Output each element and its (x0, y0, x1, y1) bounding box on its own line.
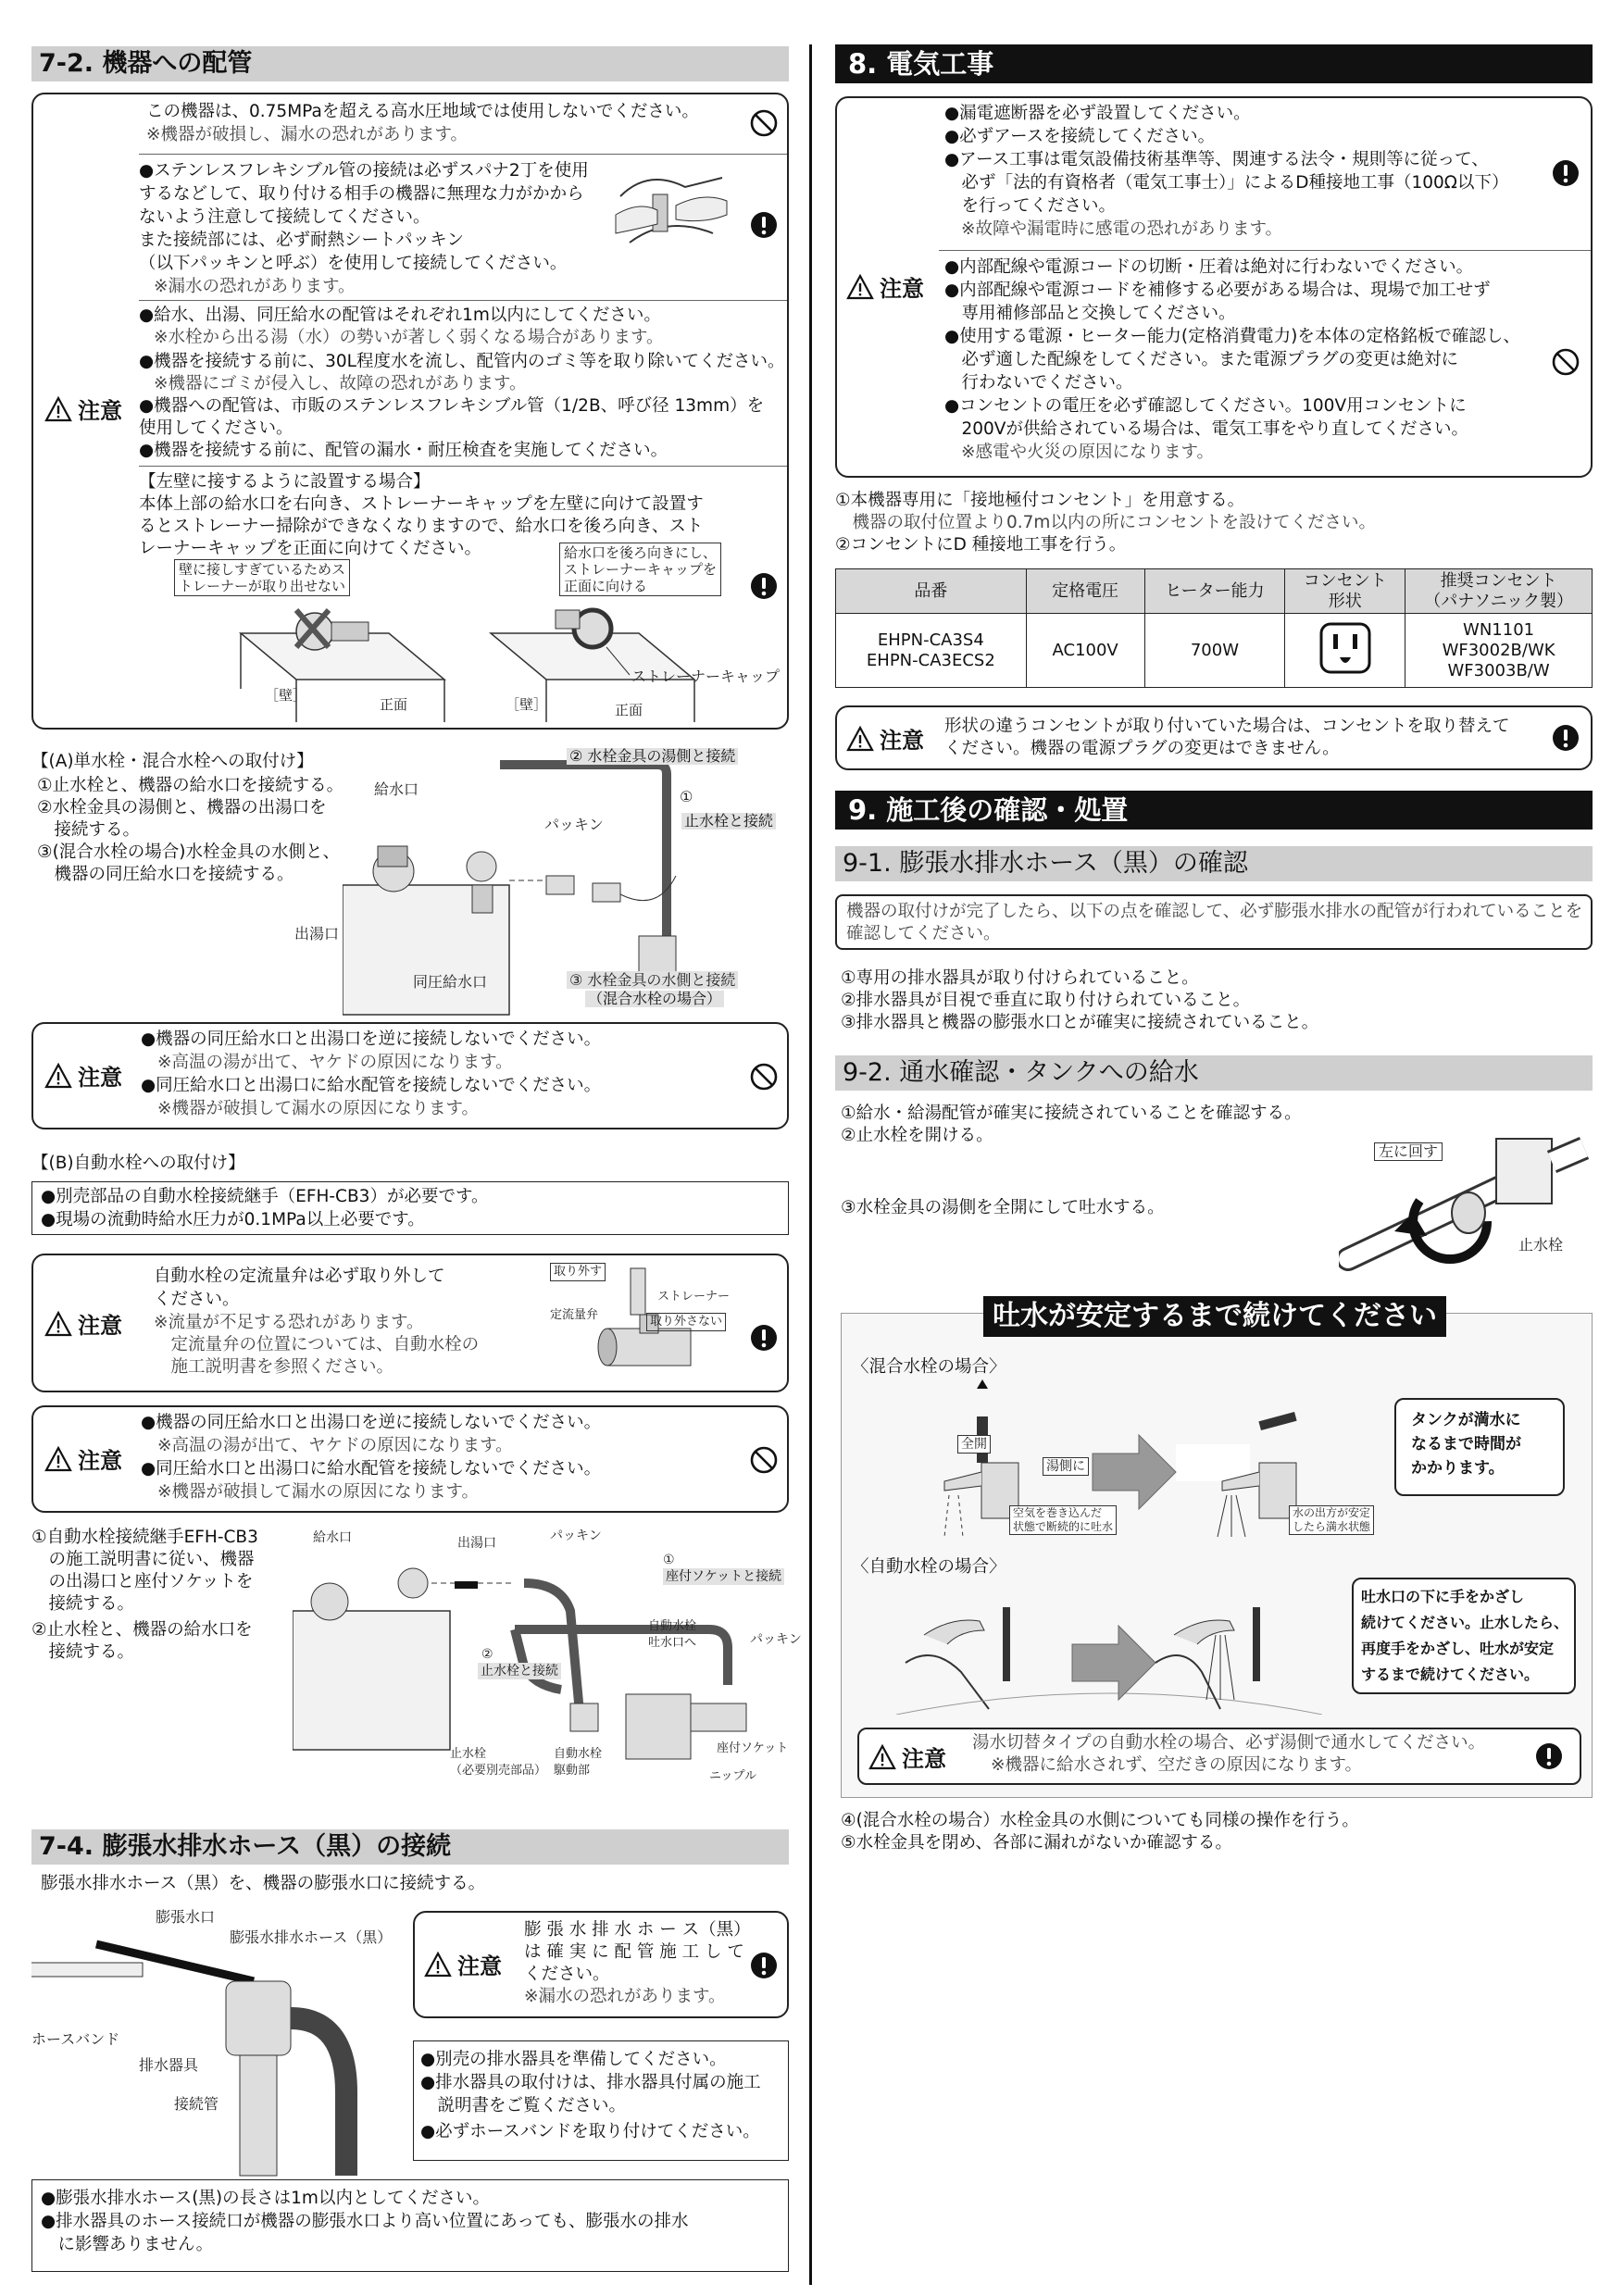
label: （混合水栓の場合） (585, 991, 724, 1007)
caution-line: ●機器を接続する前に、配管の漏水・耐圧検査を実施してください。 (139, 441, 668, 460)
caution-label: 注意 (846, 270, 924, 303)
caution-line: ください。機器の電源プラグの変更はできません。 (944, 739, 1340, 758)
label: 定流量弁 (550, 1308, 599, 1322)
label: ストレーナー (657, 1290, 731, 1304)
step: 機器の同圧給水口を接続する。 (37, 865, 294, 884)
mandatory-icon (748, 1322, 780, 1354)
step: ①自動水栓接続継手EFH-CB3 (31, 1528, 258, 1547)
intro: 膨張水排水ホース（黒）を、機器の膨張水口に接続する。 (41, 1874, 486, 1893)
label: （必要別売部品） (450, 1764, 547, 1778)
label: ホースバンド (31, 2030, 120, 2048)
caution-label: 注意 (44, 1307, 122, 1340)
caution-line: は 確 実 に 配 管 施 工 し て (524, 1942, 744, 1962)
label: 空気を巻き込んだ 状態で断続的に吐水 (1009, 1505, 1117, 1535)
caution-line: を行ってください。 (944, 196, 1117, 216)
wall-label: ［壁］ (265, 687, 307, 704)
table-header: 品番 (836, 569, 1027, 614)
column-divider (809, 44, 812, 2285)
caution-line: ●同圧給水口と出湯口に給水配管を接続しないでください。 (141, 1459, 602, 1479)
table-cell: 700W (1144, 614, 1285, 688)
caution-note: ※感電や火災の原因になります。 (961, 443, 1215, 462)
grounded-outlet-icon (1318, 620, 1373, 676)
caution-line: するなどして、取り付ける相手の機器に無理な力がかから (139, 184, 584, 204)
mixer-note: なるまで時間が (1411, 1435, 1521, 1454)
caution-note: ※漏水の恐れがあります。 (154, 277, 356, 296)
caution-line: ●アース工事は電気設備技術基準等、関連する法令・規則等に従って、 (944, 150, 1489, 169)
caution-line: この機器は、0.75MPaを超える高水圧地域では使用しないでください。 (146, 102, 699, 121)
caution-line: ●機器への配管は、市販のステンレスフレキシブル管（1/2B、呼び径 13mm）を (139, 396, 765, 416)
caution-line: また接続部には、必ず耐熱シートパッキン (139, 231, 464, 250)
front-label: 正面 (615, 702, 643, 718)
caution-note: 定流量弁の位置については、自動水栓の (154, 1335, 480, 1354)
step: ③水栓金具の湯側を全開にして吐水する。 (841, 1198, 1165, 1217)
note-line: ●排水器具のホース接続口が機器の膨張水口より高い位置にあっても、膨張水の排水 (41, 2212, 689, 2231)
auto-note: するまで続けてください。 (1361, 1666, 1540, 1683)
warning-triangle-icon (846, 725, 874, 753)
label: 排水器具 (139, 2056, 199, 2074)
label: 駆動部 (554, 1764, 591, 1778)
label: 座付ソケットと接続 (663, 1568, 784, 1585)
label: ニップル (709, 1769, 756, 1783)
label: 水の出方が安定 したら満水状態 (1289, 1505, 1374, 1535)
caution-line: ●ステンレスフレキシブル管の接続は必ずスパナ2丁を使用 (139, 161, 589, 181)
table-cell (1285, 614, 1405, 688)
label: 自動水栓 吐水口へ (648, 1619, 697, 1650)
info-line: 機器の取付けが完了したら、以下の点を確認して、必ず膨張水排水の配管が行われていることを (846, 902, 1583, 921)
requirement: ●現場の流動時給水圧力が0.1MPa以上必要です。 (41, 1210, 425, 1229)
front-label: 正面 (380, 696, 408, 713)
callout: 給水口を後ろ向きにし、 ストレーナーキャップを 正面に向ける (559, 543, 721, 596)
label: 出湯口 (457, 1536, 496, 1551)
step: 接続する。 (31, 1642, 135, 1662)
flush-banner: 吐水が安定するまで続けてください (983, 1296, 1446, 1337)
caution-line: ●必ずアースを接続してください。 (944, 127, 1216, 146)
label: ③ 水栓金具の水側と接続 (567, 972, 738, 989)
step: ⑤水栓金具を閉め、各部に漏れがないか確認する。 (841, 1833, 1232, 1853)
step: ②水栓金具の湯側と、機器の出湯口を (37, 798, 327, 817)
caution-line: 専用補修部品と交換してください。 (944, 304, 1236, 323)
prohibited-icon (748, 1444, 780, 1476)
label: ① (680, 788, 693, 805)
auto-note: 吐水口の下に手をかざし (1361, 1588, 1525, 1605)
step: ①止水栓と、機器の給水口を接続する。 (37, 776, 344, 795)
label: 同圧給水口 (413, 973, 488, 991)
caution-note: ※機器が破損し、漏水の恐れがあります。 (146, 125, 468, 144)
check-item: ①専用の排水器具が取り付けられていること。 (841, 968, 1199, 988)
caution-line: 形状の違うコンセントが取り付いていた場合は、コンセントを取り替えて (944, 717, 1510, 736)
caution-note: ※故障や漏電時に感電の恐れがあります。 (961, 219, 1283, 239)
label: 左に回す (1374, 1142, 1443, 1161)
warning-triangle-icon (44, 395, 72, 423)
step: ④(混合水栓の場合）水栓金具の水側についても同様の操作を行う。 (841, 1811, 1359, 1830)
note-line: ●排水器具の取付けは、排水器具付属の施工 (420, 2073, 761, 2092)
auto-note: 続けてください。止水したら、 (1361, 1614, 1569, 1631)
table-header: 推奨コンセント （パナソニック製） (1405, 569, 1593, 614)
warning-triangle-icon (424, 1951, 452, 1978)
table-cell: WN1101 WF3002B/WK WF3003B/W (1405, 614, 1593, 688)
table-header: ヒーター能力 (1144, 569, 1285, 614)
auto-title: 〈自動水栓の場合〉 (852, 1557, 1006, 1577)
caution-note: ※機器に給水されず、空だきの原因になります。 (991, 1755, 1363, 1775)
mixer-faucet-illustration (926, 1379, 1333, 1542)
caution-label: 注意 (44, 1442, 122, 1475)
step: ②止水栓を開ける。 (841, 1126, 993, 1145)
mandatory-icon (1550, 722, 1581, 754)
mixer-title: 〈混合水栓の場合〉 (852, 1357, 1006, 1377)
label: 給水口 (374, 780, 419, 798)
caution-note: ※漏水の恐れがあります。 (524, 1987, 726, 2006)
label: ① (663, 1553, 675, 1567)
step: ②止水栓と、機器の給水口を (31, 1620, 253, 1640)
caution-line: ●漏電遮断器を必ず設置してください。 (944, 104, 1251, 123)
label: 座付ソケット (717, 1741, 789, 1755)
subsection-b-title: 【(B)自動水栓への取付け】 (31, 1154, 245, 1173)
caution-line: レーナーキャップを正面に向けてください。 (139, 539, 482, 558)
caution-line: （以下パッキンと呼ぶ）を使用して接続してください。 (139, 254, 568, 273)
check-item: ②排水器具が目視で垂直に取り付けられていること。 (841, 991, 1251, 1010)
warning-triangle-icon (44, 1062, 72, 1090)
caution-line: ●給水、出湯、同圧給水の配管はそれぞれ1m以内にしてください。 (139, 306, 661, 325)
section-9-1-title: 9-1. 膨張水排水ホース（黒）の確認 (835, 846, 1593, 881)
label: 自動水栓 (554, 1747, 603, 1761)
table-cell: AC100V (1026, 614, 1144, 688)
instruction: ②コンセントにD 種接地工事を行う。 (835, 535, 1127, 555)
strainer-cap-label: ストレーナーキャップ (631, 668, 781, 685)
caution-line: 行わないでください。 (944, 373, 1133, 393)
check-item: ③排水器具と機器の膨張水口とが確実に接続されていること。 (841, 1013, 1319, 1032)
label: 膨張水口 (156, 1908, 216, 1926)
label: 取り外す (550, 1263, 606, 1281)
label: 湯側に (1043, 1457, 1089, 1476)
step: の出湯口と座付ソケットを (31, 1572, 254, 1591)
spanner-illustration (611, 159, 731, 268)
caution-line: ないよう注意して接続してください。 (139, 207, 431, 227)
label: 全開 (957, 1435, 991, 1454)
mixer-note: タンクが満水に (1411, 1411, 1521, 1429)
step: ①給水・給湯配管が確実に接続されていることを確認する。 (841, 1104, 1302, 1123)
caution-line: 必ず適した配線をしてください。また電源プラグの変更は絶対に (944, 350, 1459, 369)
prohibited-icon (748, 1061, 780, 1092)
warning-triangle-icon (44, 1310, 72, 1338)
subsection-a-title: 【(A)単水栓・混合水栓への取付け】 (31, 752, 314, 771)
caution-line: ●使用する電源・ヒーター能力(定格消費電力)を本体の定格銘板で確認し、 (944, 327, 1520, 346)
caution-line: 【左壁に接するように設置する場合】 (139, 472, 431, 492)
step: 接続する。 (37, 820, 141, 840)
caution-line: ●同圧給水口と出湯口に給水配管を接続しないでください。 (141, 1076, 602, 1095)
info-line: 確認してください。 (846, 924, 1001, 943)
mandatory-icon (748, 209, 780, 241)
caution-label: 注意 (424, 1948, 502, 1980)
table-header: コンセント 形状 (1285, 569, 1405, 614)
caution-line: 自動水栓の定流量弁は必ず取り外して (154, 1267, 445, 1286)
table-cell: EHPN-CA3S4 EHPN-CA3ECS2 (836, 614, 1027, 688)
label: パッキン (750, 1632, 802, 1647)
caution-note: ※流量が不足する恐れがあります。 (154, 1313, 424, 1332)
caution-line: 使用してください。 (139, 418, 294, 438)
caution-line: ●内部配線や電源コードを補修する必要がある場合は、現場で加工せず (944, 281, 1491, 300)
auto-faucet-illustration (896, 1579, 1322, 1715)
note-line: に影響ありません。 (41, 2235, 214, 2254)
step: ③(混合水栓の場合)水栓金具の水側と、 (37, 842, 341, 862)
label: パッキン (550, 1529, 602, 1543)
caution-line: ●機器を接続する前に、30L程度水を流し、配管内のゴミ等を取り除いてください。 (139, 352, 785, 371)
section-7-2-title: 7-2. 機器への配管 (31, 46, 789, 81)
mandatory-icon (1550, 157, 1581, 189)
note-line: ●膨張水排水ホース(黒)の長さは1m以内としてください。 (41, 2189, 490, 2208)
caution-note: 施工説明書を参照ください。 (154, 1357, 394, 1377)
caution-line: 湯水切替タイプの自動水栓の場合、必ず湯側で通水してください。 (972, 1733, 1486, 1753)
label: 給水口 (313, 1530, 352, 1545)
note-line: ●別売の排水器具を準備してください。 (420, 2050, 727, 2069)
label: 止水栓と接続 (478, 1663, 561, 1679)
label: 取り外さない (646, 1313, 726, 1331)
caution-line: 本体上部の給水口を右向き、ストレーナーキャップを左壁に向けて設置す (139, 494, 704, 514)
section-8-title: 8. 電気工事 (835, 44, 1593, 83)
instruction-note: 機器の取付位置より0.7m以内の所にコンセントを設けてください。 (835, 513, 1376, 532)
label: 止水栓 (450, 1747, 487, 1761)
caution-line: 200Vが供給されている場合は、電気工事をやり直してください。 (944, 419, 1468, 439)
mandatory-icon (1533, 1741, 1565, 1772)
label: 止水栓と接続 (681, 813, 776, 830)
warning-triangle-icon (44, 1445, 72, 1473)
caution-line: るとストレーナー掃除ができなくなりますので、給水口を後ろ向き、スト (139, 517, 704, 536)
caution-line: ください。 (154, 1290, 240, 1309)
label: 止水栓 (1518, 1236, 1564, 1254)
step: 接続する。 (31, 1594, 135, 1614)
caution-line: ください。 (524, 1965, 610, 1984)
wall-label: ［壁］ (506, 696, 548, 713)
label: ② 水栓金具の湯側と接続 (567, 748, 738, 765)
caution-line: 膨 張 水 排 水 ホ ー ス（黒） (524, 1920, 751, 1940)
caution-label: 注意 (846, 722, 924, 755)
warning-triangle-icon (846, 273, 874, 301)
callout: 壁に接しすぎているためス トレーナーが取り出せない (174, 559, 350, 596)
caution-label: 注意 (44, 393, 122, 425)
instruction: ①本機器専用に「接地極付コンセント」を用意する。 (835, 491, 1245, 510)
caution-label: 注意 (44, 1059, 122, 1092)
auto-note: 再度手をかざし、吐水が安定 (1361, 1640, 1555, 1657)
caution-label: 注意 (868, 1741, 946, 1773)
caution-line: ●機器の同圧給水口と出湯口を逆に接続しないでください。 (141, 1413, 602, 1432)
label: ② (481, 1647, 493, 1662)
label: 出湯口 (294, 925, 340, 942)
mandatory-icon (748, 1950, 780, 1981)
warning-triangle-icon (868, 1743, 896, 1771)
requirement: ●別売部品の自動水栓接続継手（EFH-CB3）が必要です。 (41, 1187, 489, 1206)
caution-note: ※高温の湯が出て、ヤケドの原因になります。 (157, 1053, 513, 1072)
prohibited-icon (1550, 346, 1581, 378)
label: 膨張水排水ホース（黒） (230, 1928, 393, 1946)
section-9-2-title: 9-2. 通水確認・タンクへの給水 (835, 1055, 1593, 1091)
caution-note: ※機器にゴミが侵入し、故障の恐れがあります。 (154, 374, 527, 393)
caution-line: ●コンセントの電圧を必ず確認してください。100V用コンセントに (944, 396, 1467, 416)
caution-note: ※機器が破損して漏水の原因になります。 (157, 1099, 480, 1118)
label: 接続管 (174, 2095, 219, 2113)
caution-line: ●機器の同圧給水口と出湯口を逆に接続しないでください。 (141, 1029, 602, 1049)
section-7-4-title: 7-4. 膨張水排水ホース（黒）の接続 (31, 1829, 789, 1865)
step: の施工説明書に従い、機器 (31, 1550, 255, 1569)
section-9-title: 9. 施工後の確認・処置 (835, 791, 1593, 830)
label: パッキン (544, 816, 604, 833)
prohibited-icon (748, 107, 780, 139)
caution-note: ※高温の湯が出て、ヤケドの原因になります。 (157, 1436, 513, 1455)
caution-note: ※機器が破損して漏水の原因になります。 (157, 1482, 480, 1502)
outlet-spec-table (835, 568, 1593, 688)
note-line: 説明書をご覧ください。 (420, 2096, 627, 2115)
caution-note: ※水栓から出る湯（水）の勢いが著しく弱くなる場合があります。 (154, 328, 664, 347)
caution-line: ●内部配線や電源コードの切断・圧着は絶対に行わないでください。 (944, 257, 1474, 277)
table-header: 定格電圧 (1026, 569, 1144, 614)
note-line: ●必ずホースバンドを取り付けてください。 (420, 2122, 760, 2141)
caution-line: 必ず「法的有資格者（電気工事士）」によるD種接地工事（100Ω以下） (944, 173, 1509, 193)
mixer-note: かかります。 (1411, 1459, 1505, 1478)
